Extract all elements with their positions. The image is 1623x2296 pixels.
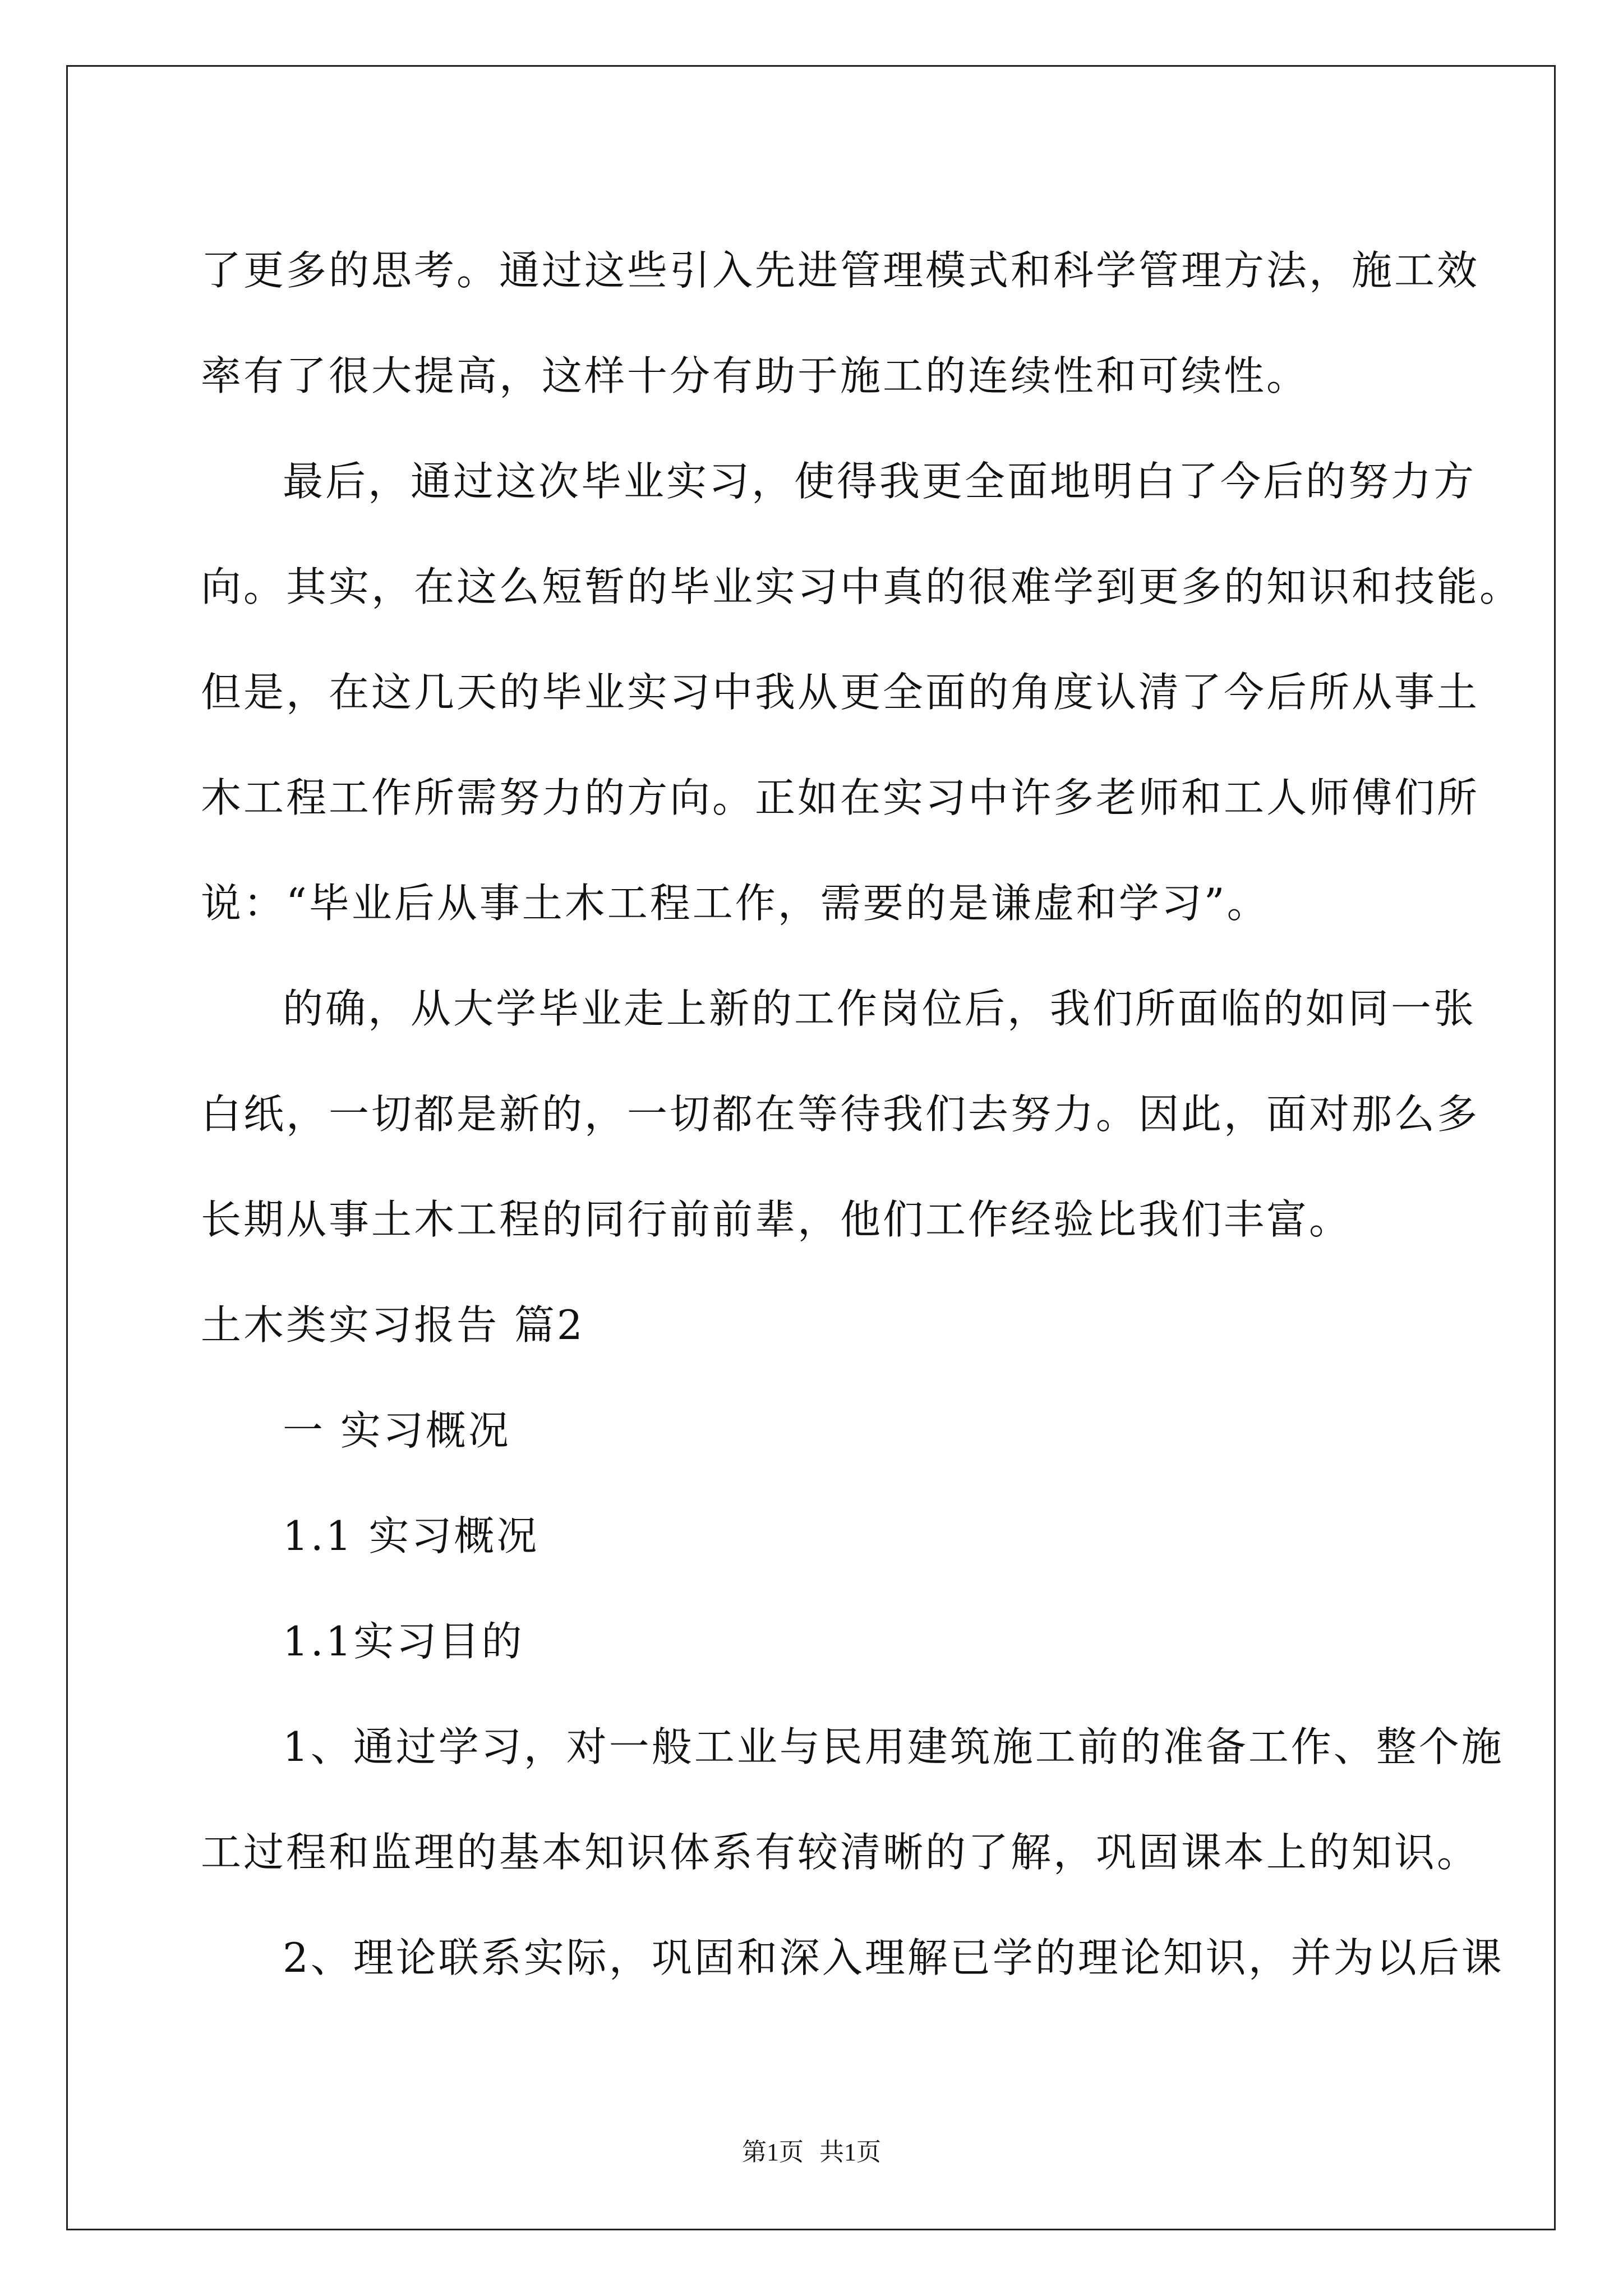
- text-line: 但是，在这几天的毕业实习中我从更全面的角度认清了今后所从事土: [201, 669, 1480, 716]
- text-line: 1、通过学习，对一般工业与民用建筑施工前的准备工作、整个施: [283, 1723, 1504, 1770]
- text-line: 说：“毕业后从事土木工程工作，需要的是谦虚和学习”。: [201, 880, 1270, 927]
- page-number: 第1页: [742, 2138, 804, 2166]
- subsection-heading: 1.1实习目的: [283, 1618, 524, 1665]
- text-line: 了更多的思考。通过这些引入先进管理模式和科学管理方法，施工效: [201, 247, 1480, 294]
- text-line: 木工程工作所需努力的方向。正如在实习中许多老师和工人师傅们所: [201, 774, 1480, 821]
- page-footer: [0, 2132, 1623, 2168]
- text-line: 最后，通过这次毕业实习，使得我更全面地明白了今后的努力方: [283, 458, 1477, 505]
- subsection-heading: 1.1 实习概况: [283, 1512, 540, 1559]
- total-pages: 共1页: [819, 2138, 881, 2166]
- text-line: 工过程和监理的基本知识体系有较清晰的了解，巩固课本上的知识。: [201, 1829, 1480, 1876]
- text-line: 长期从事土木工程的同行前前辈，他们工作经验比我们丰富。: [201, 1196, 1352, 1243]
- text-line: 白纸，一切都是新的，一切都在等待我们去努力。因此，面对那么多: [201, 1091, 1480, 1138]
- text-line: 2、理论联系实际，巩固和深入理解已学的理论知识，并为以后课: [283, 1934, 1504, 1981]
- subsection-heading: 一 实习概况: [283, 1407, 511, 1454]
- text-line: 率有了很大提高，这样十分有助于施工的连续性和可续性。: [201, 352, 1310, 399]
- text-line: 的确，从大学毕业走上新的工作岗位后，我们所面临的如同一张: [283, 985, 1477, 1032]
- document-body: [201, 218, 1523, 2010]
- text-line: 向。其实，在这么短暂的毕业实习中真的很难学到更多的知识和技能。: [201, 563, 1523, 610]
- section-heading: 土木类实习报告 篇2: [201, 1301, 585, 1349]
